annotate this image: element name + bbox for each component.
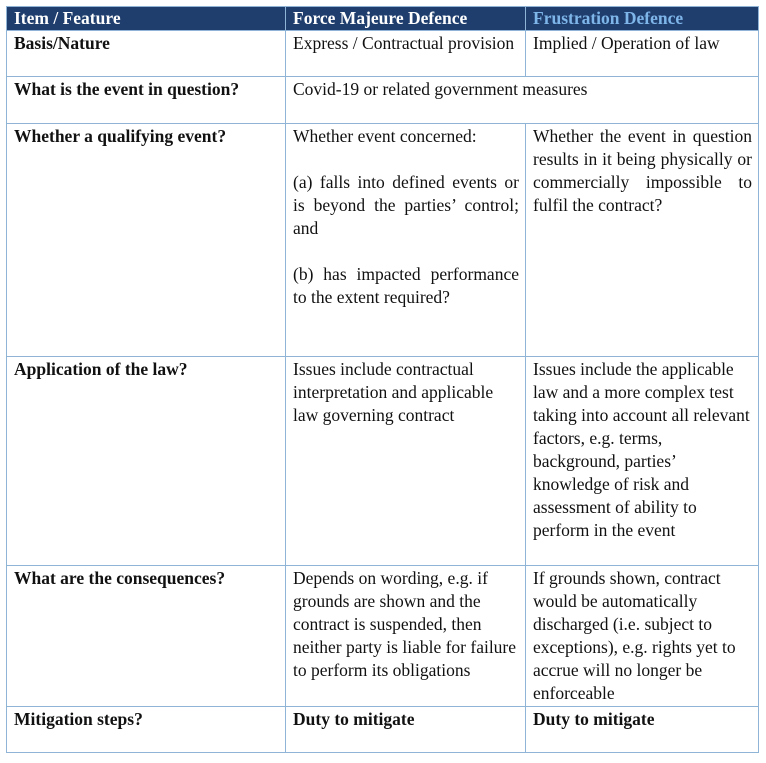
header-row xyxy=(7,7,759,31)
row-label: Mitigation steps? xyxy=(7,707,286,753)
cell-frustration: Whether the event in question results in it being physically or commercially impossible to fulfil the contract? xyxy=(526,124,759,357)
table-row-basis xyxy=(7,31,759,77)
header-frustration: Frustration Defence xyxy=(526,7,759,31)
table-row-application-of-law xyxy=(7,357,759,566)
cell-force-majeure xyxy=(286,124,526,357)
row-label: Application of the law? xyxy=(7,357,286,566)
cell-frustration: If grounds shown, contract would be automatically discharged (i.e. subject to exceptions), e.g. rights yet to accrue will no longer be enforceable xyxy=(526,566,759,707)
row-label: What is the event in question? xyxy=(7,77,286,124)
cell-frustration: Duty to mitigate xyxy=(526,707,759,753)
cell-force-majeure: Express / Contractual provision xyxy=(286,31,526,77)
table-row-consequences xyxy=(7,566,759,707)
cell-force-majeure: Duty to mitigate xyxy=(286,707,526,753)
cell-frustration: Issues include the applicable law and a more complex test taking into account all relevant factors, e.g. terms, background, parties’ knowledge of risk and assessment of ability to perform in the event xyxy=(526,357,759,566)
cell-force-majeure: Depends on wording, e.g. if grounds are shown and the contract is suspended, then neither party is liable for failure to perform its obligations xyxy=(286,566,526,707)
cell-frustration: Implied / Operation of law xyxy=(526,31,759,77)
table-row-event xyxy=(7,77,759,124)
table-row-mitigation xyxy=(7,707,759,753)
table-row-qualifying-event xyxy=(7,124,759,357)
comparison-table xyxy=(6,6,759,753)
header-force-majeure: Force Majeure Defence xyxy=(286,7,526,31)
header-item-feature: Item / Feature xyxy=(7,7,286,31)
comparison-table-wrapper xyxy=(6,6,759,753)
row-label: What are the consequences? xyxy=(7,566,286,707)
cell-force-majeure: Issues include contractual interpretation and applicable law governing contract xyxy=(286,357,526,566)
fm-part-intro: Whether event concerned: xyxy=(293,126,477,146)
fm-part-b: (b) has impacted performance to the extent required? xyxy=(293,264,519,307)
row-label: Basis/Nature xyxy=(7,31,286,77)
fm-part-a: (a) falls into defined events or is beyond the parties’ control; and xyxy=(293,172,519,238)
row-label: Whether a qualifying event? xyxy=(7,124,286,357)
cell-merged: Covid-19 or related government measures xyxy=(286,77,759,124)
